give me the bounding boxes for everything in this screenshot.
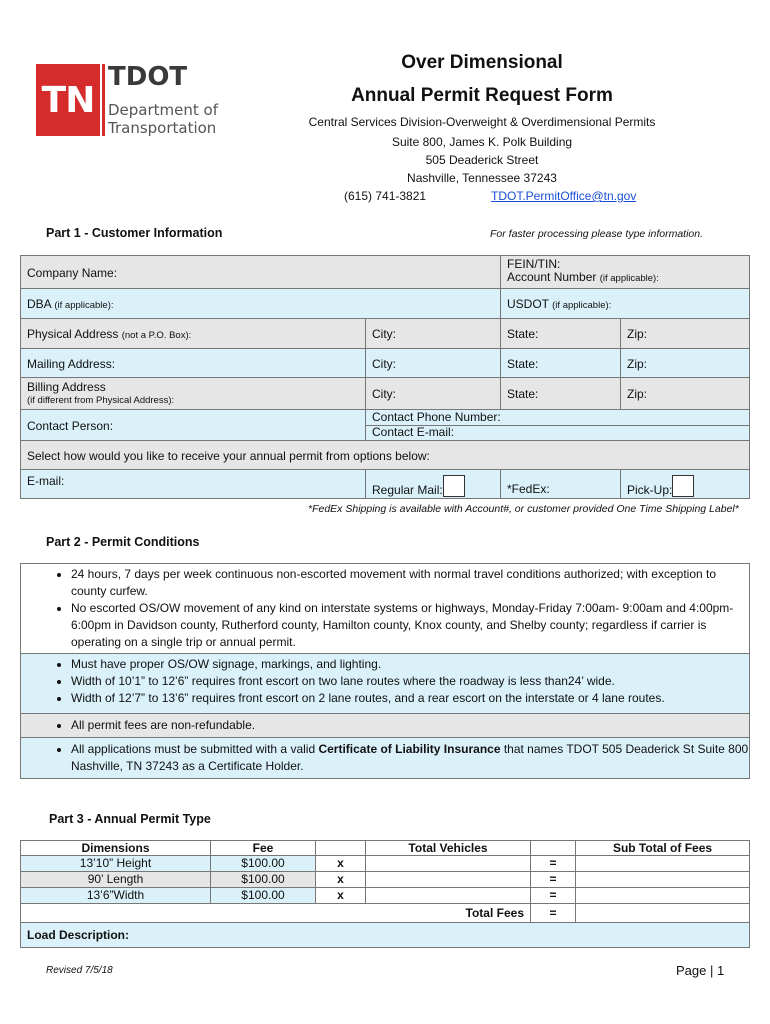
load-description-field[interactable] <box>20 922 750 948</box>
billing-address-note: (if different from Physical Address): <box>27 395 175 406</box>
condition-item: • Must have proper OS/OW signage, markings, and lighting. <box>71 656 749 673</box>
revision-date: Revised 7/5/18 <box>46 965 113 976</box>
total-vehicles-header: Total Vehicles <box>365 840 531 856</box>
state-label: State: <box>507 357 539 371</box>
tn-logo: TN <box>36 64 100 136</box>
physical-address-label: Physical Address <box>27 327 119 341</box>
regular-mail-label: Regular Mail: <box>372 483 443 497</box>
city-label: City: <box>372 357 396 371</box>
mailing-address-label: Mailing Address: <box>27 357 116 371</box>
total-fees-input[interactable] <box>575 903 750 923</box>
physical-state-field[interactable] <box>500 318 621 349</box>
condition-item <box>71 741 749 775</box>
department-name <box>108 101 218 137</box>
dimension-length: 90’ Length <box>20 871 211 888</box>
office-email-link[interactable]: TDOT.PermitOffice@tn.gov <box>491 189 637 203</box>
division-name: Central Services Division-Overweight & Overdimensional Permits <box>308 115 656 129</box>
load-description-label: Load Description: <box>27 928 130 942</box>
contact-email-label: Contact E-mail: <box>372 425 455 439</box>
fedex-note: *FedEx Shipping is available with Account#, or customer provided One Time Shipping Label* <box>308 503 739 515</box>
multiply-sign: x <box>315 855 366 872</box>
physical-address-field[interactable] <box>20 318 366 349</box>
logo-divider <box>102 64 105 136</box>
vehicles-width-input[interactable] <box>365 887 531 904</box>
contact-person-field[interactable] <box>20 409 366 441</box>
company-name-field[interactable] <box>20 255 501 289</box>
equals-sign: = <box>530 871 576 888</box>
mailing-state-field[interactable] <box>500 348 621 378</box>
regular-mail-option[interactable] <box>365 469 501 499</box>
insurance-text-pre: All applications must be submitted with a valid <box>71 742 319 756</box>
equals-header-cell <box>530 840 576 856</box>
subtotal-height-input[interactable] <box>575 855 750 872</box>
physical-zip-field[interactable] <box>620 318 750 349</box>
dba-field[interactable] <box>20 288 501 319</box>
tdot-logo-text: TDOT <box>108 62 188 92</box>
office-phone: (615) 741-3821 <box>344 189 427 203</box>
zip-label: Zip: <box>627 387 648 401</box>
form-title-line2: Annual Permit Request Form <box>351 85 613 106</box>
address-line1: Suite 800, James K. Polk Building <box>391 135 573 149</box>
usdot-field[interactable] <box>500 288 750 319</box>
conditions-group-2 <box>20 653 750 714</box>
physical-address-note: (not a P.O. Box): <box>121 330 192 341</box>
usdot-label: USDOT <box>507 297 549 311</box>
fein-account-field[interactable] <box>500 255 750 289</box>
multiply-header-cell <box>315 840 366 856</box>
contact-phone-field[interactable] <box>365 409 750 426</box>
fee-height: $100.00 <box>210 855 316 872</box>
insurance-text-post: that names TDOT 505 Deaderick St Suite 800 Nashville, TN 37243 as a Certificate Holder. <box>71 742 749 773</box>
conditions-group-4 <box>20 737 750 779</box>
regular-mail-checkbox[interactable] <box>443 475 465 497</box>
account-number-label: Account Number <box>507 270 597 284</box>
billing-zip-field[interactable] <box>620 377 750 410</box>
dept-line-1: Department of <box>108 101 218 119</box>
billing-state-field[interactable] <box>500 377 621 410</box>
form-title-line1: Over Dimensional <box>401 52 563 73</box>
zip-label: Zip: <box>627 327 648 341</box>
total-equals-sign: = <box>530 903 576 923</box>
delivery-question-text: Select how would you like to receive your annual permit from options below: <box>27 449 430 463</box>
multiply-sign: x <box>315 887 366 904</box>
delivery-question <box>20 440 750 470</box>
email-option-label: E-mail: <box>27 474 65 488</box>
mailing-city-field[interactable] <box>365 348 501 378</box>
fedex-option[interactable] <box>500 469 621 499</box>
contact-person-label: Contact Person: <box>27 419 114 433</box>
address-line2: 505 Deaderick Street <box>425 153 539 167</box>
fedex-label: *FedEx: <box>507 482 550 496</box>
contact-phone-label: Contact Phone Number: <box>372 410 501 424</box>
billing-address-field[interactable] <box>20 377 366 410</box>
equals-sign: = <box>530 855 576 872</box>
usdot-note: (if applicable): <box>552 300 612 311</box>
mailing-zip-field[interactable] <box>620 348 750 378</box>
part2-heading: Part 2 - Permit Conditions <box>46 535 200 549</box>
typing-note: For faster processing please type information. <box>490 228 704 240</box>
delivery-email-field[interactable] <box>20 469 366 499</box>
state-label: State: <box>507 327 539 341</box>
dimension-height: 13’10” Height <box>20 855 211 872</box>
conditions-group-1 <box>20 563 750 654</box>
dba-note: (if applicable): <box>54 300 114 311</box>
total-fees-label-cell <box>20 903 531 923</box>
pickup-label: Pick-Up: <box>627 483 673 497</box>
zip-label: Zip: <box>627 357 648 371</box>
condition-item: • No escorted OS/OW movement of any kind on interstate systems or highways, Monday-Friday 7:00am- 9:00am and 4:00pm-6:00pm in Davidson county, Rutherford county, Hamilton county, Knox county, and Shelby county; regardless if carrier is operating on a single trip or annual permit. <box>71 600 749 651</box>
city-label: City: <box>372 327 396 341</box>
billing-address-label: Billing Address <box>27 380 106 394</box>
subtotal-width-input[interactable] <box>575 887 750 904</box>
fee-header: Fee <box>210 840 316 856</box>
fee-width: $100.00 <box>210 887 316 904</box>
dept-line-2: Transportation <box>108 119 217 137</box>
state-label: State: <box>507 387 539 401</box>
condition-item: • All permit fees are non-refundable. <box>71 717 749 734</box>
vehicles-height-input[interactable] <box>365 855 531 872</box>
dimensions-header: Dimensions <box>20 840 211 856</box>
equals-sign: = <box>530 887 576 904</box>
pickup-option[interactable] <box>620 469 750 499</box>
account-note: (if applicable): <box>599 273 659 284</box>
multiply-sign: x <box>315 871 366 888</box>
dimension-width: 13’6”Width <box>20 887 211 904</box>
part1-heading: Part 1 - Customer Information <box>46 226 223 240</box>
pickup-checkbox[interactable] <box>672 475 694 497</box>
city-label: City: <box>372 387 396 401</box>
address-line3: Nashville, Tennessee 37243 <box>407 171 557 185</box>
conditions-group-3 <box>20 713 750 738</box>
vehicles-length-input[interactable] <box>365 871 531 888</box>
subtotal-header: Sub Total of Fees <box>575 840 750 856</box>
mailing-address-field[interactable] <box>20 348 366 378</box>
dba-label: DBA <box>27 297 52 311</box>
condition-item: • Width of 10’1” to 12’6” requires front escort on two lane routes where the roadway is less than24’ wide. <box>71 673 749 690</box>
total-fees-label: Total Fees <box>465 906 524 920</box>
condition-item: • 24 hours, 7 days per week continuous non-escorted movement with normal travel conditions authorized; with exception to county curfew. <box>71 566 749 600</box>
physical-city-field[interactable] <box>365 318 501 349</box>
part3-heading: Part 3 - Annual Permit Type <box>49 812 211 826</box>
billing-city-field[interactable] <box>365 377 501 410</box>
company-name-label: Company Name: <box>27 266 118 280</box>
contact-email-field[interactable] <box>365 425 750 441</box>
fee-length: $100.00 <box>210 871 316 888</box>
subtotal-length-input[interactable] <box>575 871 750 888</box>
condition-item: • Width of 12’7” to 13’6” requires front escort on 2 lane routes, and a rear escort on the interstate or 4 lane routes. <box>71 690 749 707</box>
page-number: Page | 1 <box>676 963 725 978</box>
insurance-certificate-term: Certificate of Liability Insurance <box>318 742 501 756</box>
fein-label: FEIN/TIN: <box>507 257 561 271</box>
